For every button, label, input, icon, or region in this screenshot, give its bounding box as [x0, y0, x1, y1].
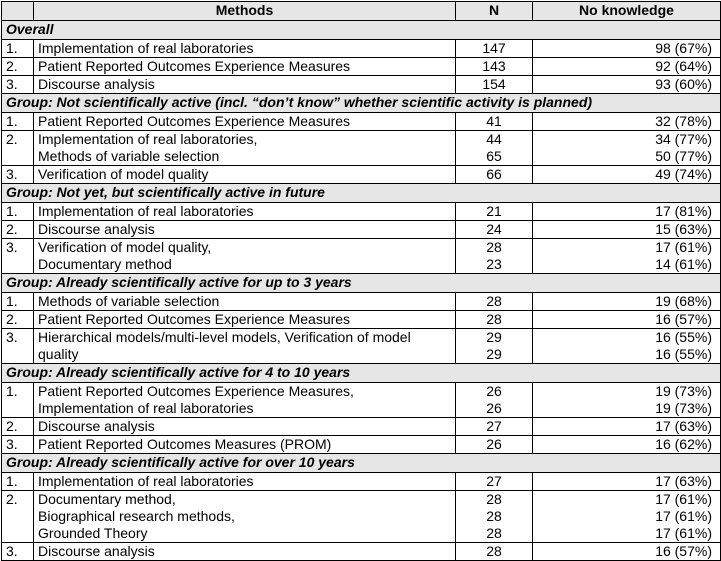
- no-knowledge-cell: [533, 203, 721, 221]
- table-row: [2, 418, 721, 436]
- methods-cell: [34, 329, 456, 364]
- n-value: 27: [486, 473, 502, 489]
- rank-cell: 1.: [2, 293, 34, 311]
- no-knowledge-value: 17 (63%): [655, 418, 712, 434]
- methods-cell: [34, 131, 456, 166]
- rank-cell: 3.: [2, 76, 34, 94]
- n-cell: [456, 543, 533, 561]
- no-knowledge-cell: [533, 311, 721, 329]
- rank-cell: 3.: [2, 239, 34, 274]
- group-title: Group: Not yet, but scientifically active in future: [2, 184, 721, 203]
- method-line: Patient Reported Outcomes Experience Measures: [38, 58, 351, 74]
- no-knowledge-cell: [533, 329, 721, 364]
- no-knowledge-value: 32 (78%): [655, 113, 712, 129]
- no-knowledge-value: 34 (77%): [655, 131, 712, 147]
- method-line: Documentary method,: [38, 491, 176, 507]
- rank-cell: 1.: [2, 203, 34, 221]
- n-cell: [456, 311, 533, 329]
- method-line: Discourse analysis: [38, 418, 155, 434]
- header-methods: Methods: [34, 2, 456, 21]
- n-value: 29: [486, 346, 502, 362]
- n-value: 26: [486, 400, 502, 416]
- no-knowledge-cell: [533, 543, 721, 561]
- n-value: 28: [486, 293, 502, 309]
- method-line: Grounded Theory: [38, 525, 148, 541]
- methods-cell: [34, 166, 456, 184]
- n-cell: [456, 131, 533, 166]
- group-title: Group: Already scientifically active for 4 to 10 years: [2, 364, 721, 383]
- no-knowledge-value: 14 (61%): [655, 256, 712, 272]
- rank-cell: 3.: [2, 166, 34, 184]
- rank-cell: 2.: [2, 311, 34, 329]
- no-knowledge-value: 15 (63%): [655, 221, 712, 237]
- rank-cell: 1.: [2, 40, 34, 58]
- no-knowledge-value: 98 (67%): [655, 40, 712, 56]
- no-knowledge-value: 19 (68%): [655, 293, 712, 309]
- method-line: Patient Reported Outcomes Experience Measures: [38, 311, 351, 327]
- rank-cell: 2.: [2, 491, 34, 543]
- methods-cell: [34, 293, 456, 311]
- methods-cell: [34, 418, 456, 436]
- rank-cell: 2.: [2, 221, 34, 239]
- group-title: Overall: [2, 21, 721, 40]
- no-knowledge-value: 17 (81%): [655, 203, 712, 219]
- method-line: Patient Reported Outcomes Experience Measures: [38, 113, 351, 129]
- no-knowledge-cell: [533, 491, 721, 543]
- method-line: quality: [38, 346, 79, 362]
- table-row: [2, 221, 721, 239]
- table-row: [2, 40, 721, 58]
- no-knowledge-cell: [533, 293, 721, 311]
- no-knowledge-value: 16 (57%): [655, 543, 712, 559]
- n-value: 28: [486, 491, 502, 507]
- n-value: 26: [486, 383, 502, 399]
- group-row: [2, 274, 721, 293]
- no-knowledge-value: 17 (61%): [655, 525, 712, 541]
- method-line: Implementation of real laboratories: [38, 473, 254, 489]
- n-value: 28: [486, 525, 502, 541]
- n-value: 27: [486, 418, 502, 434]
- no-knowledge-cell: [533, 58, 721, 76]
- header-rank: [2, 2, 34, 21]
- n-value: 41: [486, 113, 502, 129]
- table-row: [2, 131, 721, 166]
- n-cell: [456, 58, 533, 76]
- rank-cell: 2.: [2, 58, 34, 76]
- n-cell: [456, 329, 533, 364]
- no-knowledge-cell: [533, 131, 721, 166]
- method-line: Methods of variable selection: [38, 148, 220, 164]
- rank-cell: 1.: [2, 113, 34, 131]
- no-knowledge-value: 16 (57%): [655, 311, 712, 327]
- methods-cell: [34, 40, 456, 58]
- no-knowledge-value: 17 (63%): [655, 473, 712, 489]
- no-knowledge-value: 16 (55%): [655, 346, 712, 362]
- n-cell: [456, 491, 533, 543]
- no-knowledge-cell: [533, 418, 721, 436]
- group-title: Group: Already scientifically active for up to 3 years: [2, 274, 721, 293]
- no-knowledge-cell: [533, 221, 721, 239]
- n-value: 28: [486, 543, 502, 559]
- methods-cell: [34, 436, 456, 454]
- group-row: [2, 184, 721, 203]
- group-row: [2, 94, 721, 113]
- method-line: Hierarchical models/multi-level models, Verification of model: [38, 329, 411, 345]
- n-cell: [456, 40, 533, 58]
- table-row: [2, 203, 721, 221]
- method-line: Patient Reported Outcomes Measures (PROM): [38, 436, 332, 452]
- n-value: 154: [482, 76, 506, 92]
- no-knowledge-cell: [533, 239, 721, 274]
- method-line: Discourse analysis: [38, 543, 155, 559]
- n-value: 44: [486, 131, 502, 147]
- method-line: Discourse analysis: [38, 76, 155, 92]
- methods-cell: [34, 113, 456, 131]
- method-line: Implementation of real laboratories: [38, 203, 254, 219]
- no-knowledge-cell: [533, 40, 721, 58]
- n-cell: [456, 239, 533, 274]
- group-title: Group: Already scientifically active for over 10 years: [2, 454, 721, 473]
- table-row: [2, 311, 721, 329]
- method-line: Discourse analysis: [38, 221, 155, 237]
- methods-cell: [34, 491, 456, 543]
- method-line: Verification of model quality,: [38, 239, 212, 255]
- n-cell: [456, 418, 533, 436]
- n-value: 23: [486, 256, 502, 272]
- group-row: [2, 454, 721, 473]
- table-header: [2, 2, 721, 21]
- no-knowledge-cell: [533, 166, 721, 184]
- n-value: 29: [486, 329, 502, 345]
- no-knowledge-cell: [533, 473, 721, 491]
- table-row: [2, 473, 721, 491]
- group-title: Group: Not scientifically active (incl. “don’t know” whether scientific activity is planned): [2, 94, 721, 113]
- n-value: 143: [482, 58, 506, 74]
- rank-cell: 3.: [2, 329, 34, 364]
- no-knowledge-value: 49 (74%): [655, 166, 712, 182]
- n-value: 28: [486, 239, 502, 255]
- method-line: Patient Reported Outcomes Experience Measures,: [38, 383, 354, 399]
- methods-cell: [34, 203, 456, 221]
- table-row: [2, 383, 721, 418]
- no-knowledge-value: 50 (77%): [655, 148, 712, 164]
- n-cell: [456, 221, 533, 239]
- no-knowledge-value: 16 (55%): [655, 329, 712, 345]
- method-line: Documentary method: [38, 256, 172, 272]
- methods-cell: [34, 543, 456, 561]
- rank-cell: 1.: [2, 473, 34, 491]
- methods-cell: [34, 311, 456, 329]
- table-row: [2, 166, 721, 184]
- table-row: [2, 436, 721, 454]
- header-row: [2, 2, 721, 21]
- n-value: 65: [486, 148, 502, 164]
- no-knowledge-value: 19 (73%): [655, 383, 712, 399]
- table-row: [2, 239, 721, 274]
- table-row: [2, 293, 721, 311]
- n-cell: [456, 293, 533, 311]
- methods-cell: [34, 239, 456, 274]
- methods-cell: [34, 76, 456, 94]
- n-cell: [456, 436, 533, 454]
- header-no-knowledge: No knowledge: [533, 2, 721, 21]
- method-line: Implementation of real laboratories: [38, 40, 254, 56]
- table-row: [2, 491, 721, 543]
- no-knowledge-cell: [533, 436, 721, 454]
- group-row: [2, 364, 721, 383]
- no-knowledge-value: 93 (60%): [655, 76, 712, 92]
- no-knowledge-value: 17 (61%): [655, 491, 712, 507]
- n-value: 147: [482, 40, 506, 56]
- methods-cell: [34, 221, 456, 239]
- methods-cell: [34, 383, 456, 418]
- no-knowledge-value: 92 (64%): [655, 58, 712, 74]
- methods-cell: [34, 58, 456, 76]
- method-line: Methods of variable selection: [38, 293, 220, 309]
- n-value: 28: [486, 311, 502, 327]
- rank-cell: 3.: [2, 436, 34, 454]
- rank-cell: 1.: [2, 383, 34, 418]
- no-knowledge-cell: [533, 383, 721, 418]
- header-n: N: [456, 2, 533, 21]
- no-knowledge-value: 17 (61%): [655, 239, 712, 255]
- methods-cell: [34, 473, 456, 491]
- table-row: [2, 329, 721, 364]
- rank-cell: 2.: [2, 131, 34, 166]
- table-row: [2, 113, 721, 131]
- rank-cell: 2.: [2, 418, 34, 436]
- n-cell: [456, 166, 533, 184]
- n-value: 26: [486, 436, 502, 452]
- no-knowledge-value: 19 (73%): [655, 400, 712, 416]
- rank-cell: 3.: [2, 543, 34, 561]
- n-cell: [456, 383, 533, 418]
- method-line: Implementation of real laboratories,: [38, 131, 258, 147]
- method-line: Verification of model quality: [38, 166, 209, 182]
- table-row: [2, 58, 721, 76]
- no-knowledge-value: 17 (61%): [655, 508, 712, 524]
- table-row: [2, 543, 721, 561]
- n-cell: [456, 203, 533, 221]
- n-value: 66: [486, 166, 502, 182]
- n-cell: [456, 113, 533, 131]
- n-value: 28: [486, 508, 502, 524]
- table-body: [2, 21, 721, 561]
- table-row: [2, 76, 721, 94]
- methods-table: [1, 1, 721, 561]
- method-line: Implementation of real laboratories: [38, 400, 254, 416]
- no-knowledge-value: 16 (62%): [655, 436, 712, 452]
- n-value: 24: [486, 221, 502, 237]
- no-knowledge-cell: [533, 76, 721, 94]
- n-cell: [456, 473, 533, 491]
- no-knowledge-cell: [533, 113, 721, 131]
- method-line: Biographical research methods,: [38, 508, 235, 524]
- group-row: [2, 21, 721, 40]
- n-cell: [456, 76, 533, 94]
- n-value: 21: [486, 203, 502, 219]
